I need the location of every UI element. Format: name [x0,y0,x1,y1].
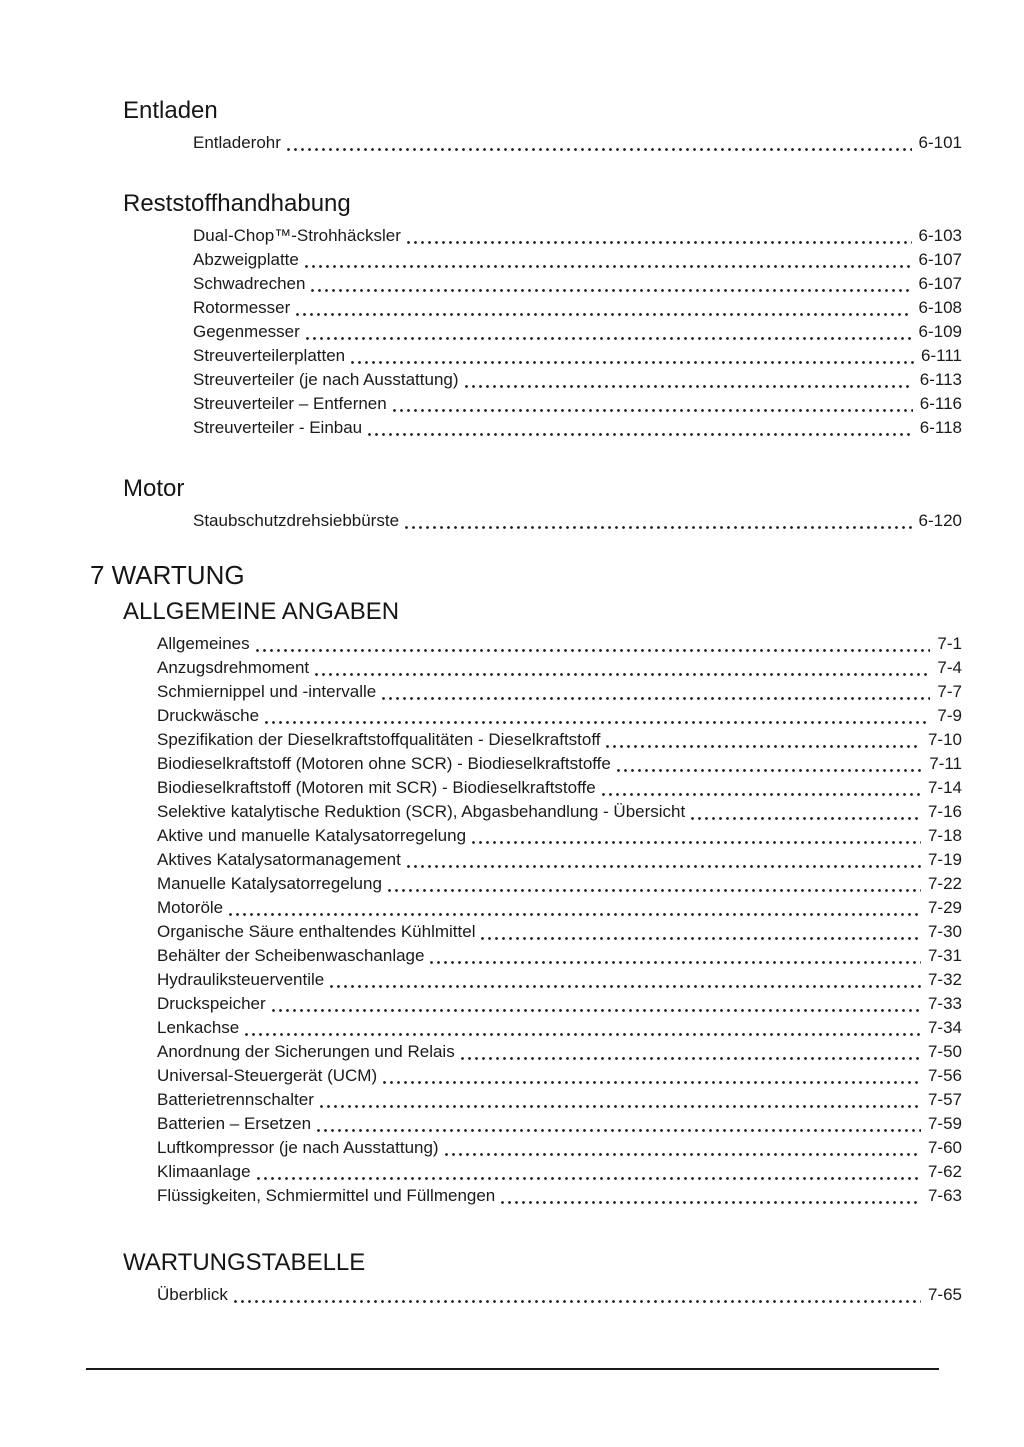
toc-entry [157,968,962,992]
toc-leader-dots [391,392,915,416]
toc-entry-page: 6-107 [918,274,962,293]
toc-section [90,559,962,591]
toc-entry-page: 7-4 [937,658,962,677]
toc-leader-dots [227,896,923,920]
toc-entry-label: Druckspeicher [157,994,266,1013]
toc-entry [193,248,962,272]
toc-entry [157,728,962,752]
toc-leader-dots [304,320,914,344]
toc-leader-dots [470,824,923,848]
toc-section [90,96,962,155]
toc-leader-dots [386,872,923,896]
toc-entry-label: Organische Säure enthaltendes Kühlmittel [157,922,476,941]
toc-entry [157,824,962,848]
toc-leader-dots [604,728,922,752]
toc-leader-dots [232,1283,923,1307]
toc-entry-label: Entladerohr [193,133,281,152]
toc-leader-dots [255,1160,923,1184]
toc-entry [157,704,962,728]
toc-entry-label: Anzugsdrehmoment [157,658,310,677]
toc-entry [157,896,962,920]
toc-entry-page: 7-22 [927,874,962,893]
toc-entries [193,131,962,155]
toc-entries [193,509,962,533]
toc-entry [193,224,962,248]
toc-entry-label: Anordnung der Sicherungen und Relais [157,1042,455,1061]
toc-leader-dots [349,344,916,368]
toc-entry-label: Flüssigkeiten, Schmiermittel und Füllmengen [157,1186,496,1205]
toc-entry-page: 7-56 [927,1066,962,1085]
toc-entries [157,1283,962,1307]
toc-entry-page: 7-1 [937,634,962,653]
toc-leader-dots [270,992,923,1016]
toc-entry-label: Aktives Katalysatormanagement [157,850,401,869]
toc-leader-dots [428,944,923,968]
toc-entry-label: Hydrauliksteuerventile [157,970,325,989]
toc-entry-page: 7-57 [927,1090,962,1109]
toc-entry-page: 7-59 [927,1114,962,1133]
toc-section [90,474,962,533]
toc-entry [157,848,962,872]
toc-entries [193,224,962,440]
section-heading: Motor [123,475,185,502]
toc-entry-label: Spezifikation der Dieselkraftstoffqualitäten - Dieselkraftstoff [157,730,601,749]
toc-entry [193,296,962,320]
toc-entry-label: Biodieselkraftstoff (Motoren ohne SCR) - Biodieselkraftstoffe [157,754,611,773]
toc-entry [193,392,962,416]
toc-entry-page: 6-107 [918,250,962,269]
toc-entry-page: 6-113 [919,370,962,389]
toc-entry-label: Manuelle Katalysatorregelung [157,874,382,893]
toc-leader-dots [315,1112,923,1136]
toc-entry [157,872,962,896]
toc-leader-dots [294,296,913,320]
toc-entry [193,320,962,344]
toc-entry [157,1088,962,1112]
toc-entry [157,1112,962,1136]
toc-leader-dots [443,1136,923,1160]
toc-entry [193,131,962,155]
toc-entry-label: Streuverteilerplatten [193,346,346,365]
toc-entry-label: Selektive katalytische Reduktion (SCR), Abgasbehandlung - Übersicht [157,802,686,821]
toc-entry-page: 6-109 [918,322,962,341]
toc-entry-page: 7-30 [927,922,962,941]
toc-entry-label: Universal-Steuergerät (UCM) [157,1066,378,1085]
toc-entry-label: Schmiernippel und -intervalle [157,682,377,701]
toc-entry-page: 7-34 [927,1018,962,1037]
toc-entry-page: 7-9 [937,706,962,725]
toc-entry-page: 6-118 [919,418,962,437]
toc-leader-dots [285,131,914,155]
toc-leader-dots [463,368,915,392]
section-heading: Reststoffhandhabung [123,190,351,217]
toc-entry-label: Allgemeines [157,634,250,653]
toc-entry [157,920,962,944]
toc-entry [157,776,962,800]
toc-entry-page: 7-18 [927,826,962,845]
toc-entry-label: Klimaanlage [157,1162,251,1181]
toc-leader-dots [380,680,932,704]
section-heading: Entladen [123,97,218,124]
toc-entry-page: 6-111 [921,346,962,365]
toc-entry [193,368,962,392]
toc-entry [157,800,962,824]
toc-entry [157,1064,962,1088]
toc-leader-dots [381,1064,923,1088]
toc-entry-label: Streuverteiler - Einbau [193,418,363,437]
toc-entry-label: Aktive und manuelle Katalysatorregelung [157,826,467,845]
toc-entry-label: Luftkompressor (je nach Ausstattung) [157,1138,439,1157]
toc-entry [157,1184,962,1208]
toc-entry-page: 7-62 [927,1162,962,1181]
toc-entry-page: 7-60 [927,1138,962,1157]
toc-entry-label: Motoröle [157,898,224,917]
toc-entry [157,1016,962,1040]
toc-entry-label: Abzweigplatte [193,250,299,269]
toc-entry [157,632,962,656]
toc-leader-dots [328,968,923,992]
toc-entry-page: 7-19 [927,850,962,869]
toc-entry-label: Überblick [157,1285,228,1304]
toc-entry-page: 7-50 [927,1042,962,1061]
toc-entry-label: Staubschutzdrehsiebbürste [193,511,400,530]
toc-entry [157,992,962,1016]
toc-entry-page: 7-65 [927,1285,962,1304]
toc-entry [157,752,962,776]
toc-leader-dots [366,416,915,440]
toc-leader-dots [309,272,913,296]
footer-rule [86,1368,939,1370]
toc-entry [193,416,962,440]
toc-leader-dots [499,1184,923,1208]
toc-entry [157,1283,962,1307]
toc-entry-label: Batterien – Ersetzen [157,1114,312,1133]
toc-entry-page: 6-120 [918,511,962,530]
toc-entry [157,656,962,680]
toc-entry-page: 7-63 [927,1186,962,1205]
toc-entries [157,632,962,1208]
toc-entry-label: Batterietrennschalter [157,1090,314,1109]
toc-entry-label: Lenkachse [157,1018,240,1037]
toc-leader-dots [254,632,933,656]
toc-leader-dots [405,224,914,248]
toc-entry-page: 7-29 [927,898,962,917]
toc-leader-dots [318,1088,923,1112]
toc-entry-page: 7-31 [927,946,962,965]
toc-entry-page: 6-108 [918,298,962,317]
toc-leader-dots [405,848,923,872]
toc-entry-page: 7-14 [927,778,962,797]
toc-leader-dots [689,800,923,824]
toc-entry-label: Streuverteiler (je nach Ausstattung) [193,370,459,389]
toc-entry-label: Druckwäsche [157,706,260,725]
toc-entry-label: Behälter der Scheibenwaschanlage [157,946,425,965]
toc-leader-dots [313,656,932,680]
section-heading: ALLGEMEINE ANGABEN [123,598,400,625]
toc-entry [157,1040,962,1064]
toc-entry-page: 7-16 [927,802,962,821]
toc-entry-page: 7-10 [927,730,962,749]
toc-entry-label: Biodieselkraftstoff (Motoren mit SCR) - Biodieselkraftstoffe [157,778,596,797]
toc-leader-dots [263,704,932,728]
toc-entry-label: Streuverteiler – Entfernen [193,394,387,413]
toc-entry [157,680,962,704]
toc-entry-page: 6-103 [918,226,962,245]
toc-leader-dots [243,1016,923,1040]
toc-entry-label: Schwadrechen [193,274,306,293]
toc-entry-page: 7-7 [937,682,962,701]
toc-entry [157,1136,962,1160]
toc-entry-label: Gegenmesser [193,322,300,341]
toc-entry-page: 6-101 [918,133,962,152]
toc-entry-page: 7-32 [927,970,962,989]
section-heading: 7 WARTUNG [90,560,245,590]
toc-entry [157,1160,962,1184]
toc-entry [193,509,962,533]
toc-leader-dots [403,509,913,533]
toc-entry-page: 7-33 [927,994,962,1013]
toc-entry-label: Dual-Chop™-Strohhäcksler [193,226,401,245]
toc-section [90,1248,962,1307]
toc-section [90,597,962,1208]
toc-leader-dots [615,752,924,776]
toc-entry [193,344,962,368]
toc-entry-page: 6-116 [919,394,962,413]
section-heading: WARTUNGSTABELLE [123,1249,366,1276]
toc-leader-dots [459,1040,923,1064]
toc-entry [193,272,962,296]
toc-entry-page: 7-11 [929,754,962,773]
toc-section [90,189,962,440]
toc-leader-dots [600,776,923,800]
toc-entry [157,944,962,968]
toc-leader-dots [479,920,923,944]
toc-entry-label: Rotormesser [193,298,291,317]
toc-leader-dots [303,248,914,272]
